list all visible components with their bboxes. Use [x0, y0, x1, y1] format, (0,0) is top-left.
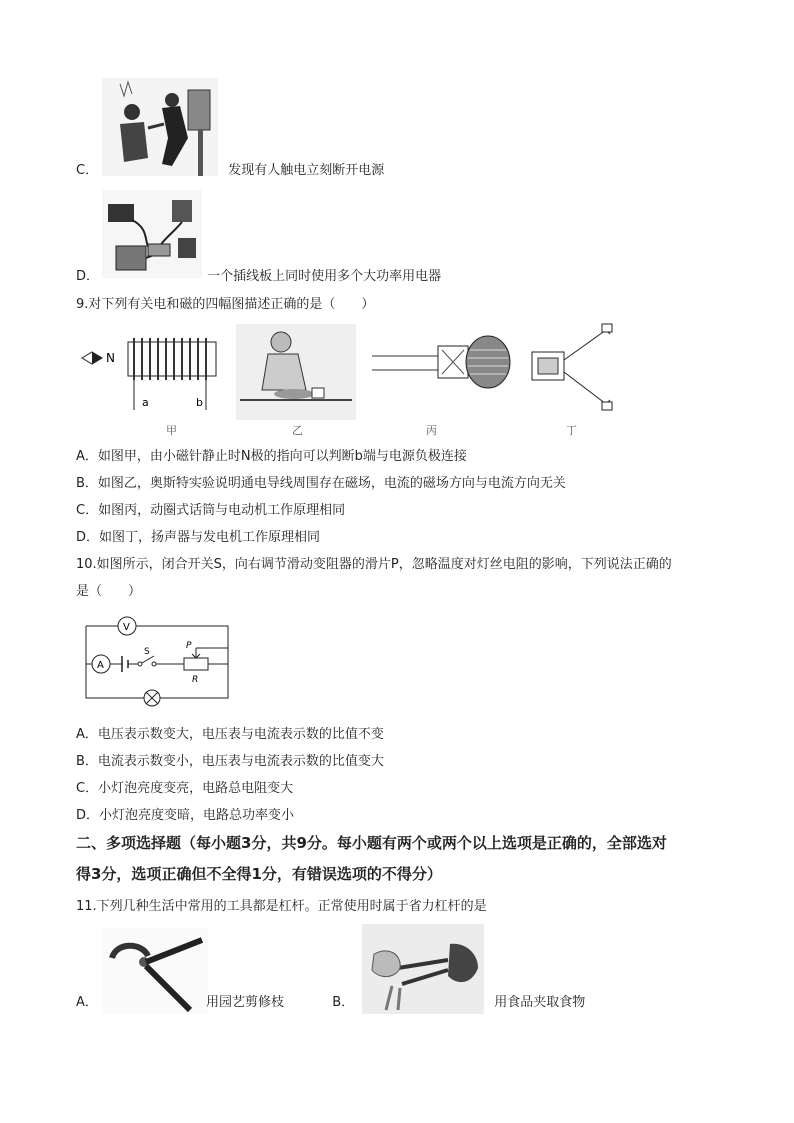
q9-stem: 9.对下列有关电和磁的四幅图描述正确的是（ ） [76, 297, 375, 312]
power-strip-overload-illustration [102, 190, 202, 278]
q8-option-d [76, 268, 441, 286]
option-label: A． [76, 995, 98, 1010]
q9-option-c: C．如图丙，动圈式话筒与电动机工作原理相同 [76, 503, 346, 518]
q9-option-d: D．如图丁，扬声器与发电机工作原理相同 [76, 530, 321, 545]
switch-label: S [144, 647, 150, 657]
q9-option-b: B．如图乙，奥斯特实验说明通电导线周围存在磁场，电流的磁场方向与电流方向无关 [76, 476, 566, 491]
figure-ding-speaker [532, 324, 612, 437]
figure-label-bing: 丙 [426, 424, 437, 437]
q11-options [76, 994, 585, 1012]
q11-stem: 11.下列几种生活中常用的工具都是杠杆。正常使用时属于省力杠杆的是 [76, 899, 487, 914]
terminal-b-label: b [196, 396, 203, 409]
option-text: 用食品夹取食物 [494, 995, 586, 1010]
q10-option-b: B．电流表示数变小，电压表与电流表示数的比值变大 [76, 754, 384, 769]
option-label: D． [76, 269, 100, 284]
option-label: C． [76, 163, 99, 178]
figure-label-ding: 丁 [566, 424, 577, 437]
option-text: 用园艺剪修枝 [206, 995, 285, 1010]
option-label: B． [332, 995, 355, 1010]
figure-label-jia: 甲 [166, 424, 177, 437]
q10-option-a: A．电压表示数变大，电压表与电流表示数的比值不变 [76, 727, 384, 742]
figure-bing-microphone [372, 336, 510, 437]
q9-option-a: A．如图甲，由小磁针静止时N极的指向可以判断b端与电源负极连接 [76, 449, 467, 464]
figure-jia-solenoid [82, 338, 216, 437]
terminal-a-label: a [142, 396, 149, 409]
section2-title-line2: 得3分，选项正确但不全得1分，有错误选项的不得分） [76, 865, 442, 883]
q10-stem-line2: 是（ ） [76, 584, 142, 599]
q10-option-d: D．小灯泡亮度变暗，电路总功率变小 [76, 808, 295, 823]
north-pole-label: N [106, 351, 115, 365]
slider-label: P [186, 641, 192, 651]
q8-option-c [76, 162, 384, 180]
ammeter-label: A [97, 660, 104, 671]
figure-yi-oersted [236, 324, 356, 437]
figure-label-yi: 乙 [292, 424, 303, 437]
q10-circuit-diagram [82, 612, 234, 708]
q9-figures [76, 320, 636, 440]
q10-stem-line1: 10.如图所示，闭合开关S，向右调节滑动变阻器的滑片P，忽略温度对灯丝电阻的影响，下列说法正确的 [76, 557, 672, 572]
section2-title-line1: 二、多项选择题（每小题3分，共9分。每小题有两个或两个以上选项是正确的，全部选对 [76, 834, 667, 852]
option-text: 一个插线板上同时使用多个大功率用电器 [207, 269, 442, 284]
q10-option-c: C．小灯泡亮度变亮，电路总电阻变大 [76, 781, 294, 796]
rheostat-label: R [192, 675, 199, 685]
voltmeter-label: V [123, 622, 130, 633]
option-text: 发现有人触电立刻断开电源 [228, 163, 385, 178]
